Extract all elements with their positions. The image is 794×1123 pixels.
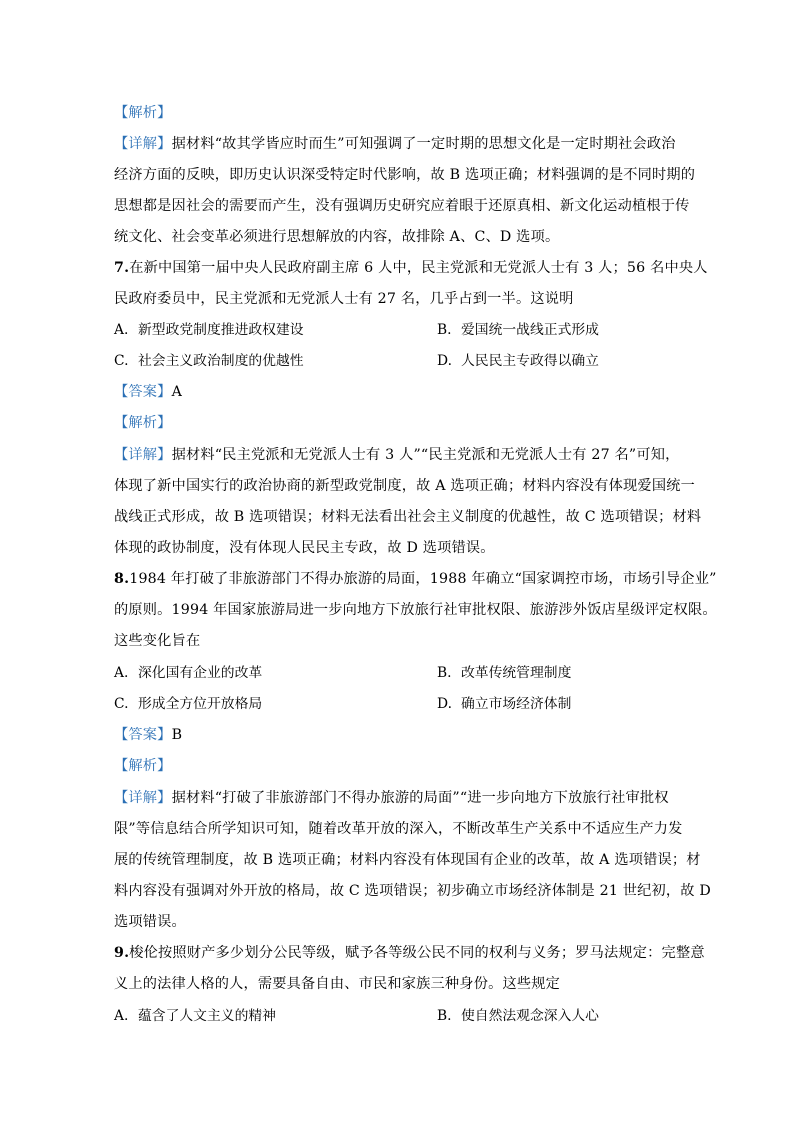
q7-detail-line-2: 体现了新中国实行的政治协商的新型政党制度，故 A 选项正确；材料内容没有体现爱国统一 xyxy=(114,478,695,494)
q8-stem-line-2: 的原则。1994 年国家旅游局进一步向地方下放旅行社审批权限、旅游涉外饭店星级评定权限。 xyxy=(114,602,717,618)
q8-option-a: A. 深化国有企业的改革 xyxy=(114,665,263,681)
q9-number: 9. xyxy=(114,945,130,961)
q7-option-b: B. 爱国统一战线正式形成 xyxy=(437,322,599,338)
q7-stem-line-2: 民政府委员中，民主党派和无党派人士有 27 名，几乎占到一半。这说明 xyxy=(114,291,574,307)
q8-detail-line-4: 料内容没有强调对外开放的格局，故 C 选项错误；初步确立市场经济体制是 21 世纪初，故 D xyxy=(114,883,711,899)
q7-option-d: D. 人民民主专政得以确立 xyxy=(437,353,599,369)
q7-analysis-label: 【解析】 xyxy=(114,415,172,431)
q7-stem-line-1: 7.在新中国第一届中央人民政府副主席 6 人中，民主党派和无党派人士有 3 人；56 名中央人 xyxy=(114,260,708,276)
q9-option-b: B. 使自然法观念深入人心 xyxy=(437,1008,599,1024)
q6-detail-line-2: 经济方面的反映，即历史认识深受特定时代影响，故 B 选项正确；材料强调的是不同时期的 xyxy=(114,167,696,183)
q6-detail-line-1: 【详解】据材料“故其学皆应时而生”可知强调了一定时期的思想文化是一定时期社会政治 xyxy=(114,136,676,152)
q7-detail-label: 【详解】 xyxy=(114,447,172,463)
q8-stem-line-3: 这些变化旨在 xyxy=(114,633,201,649)
q8-analysis-label: 【解析】 xyxy=(114,758,172,774)
q8-detail-label: 【详解】 xyxy=(114,790,172,806)
q8-stem-line-1: 8.1984 年打破了非旅游部门不得办旅游的局面，1988 年确立“国家调控市场，市场引导企业” xyxy=(114,571,717,587)
q7-detail-line-4: 体现的政协制度，没有体现人民民主专政，故 D 选项错误。 xyxy=(114,540,495,556)
q9-stem-line-2: 义上的法律人格的人，需要具备自由、市民和家族三种身份。这些规定 xyxy=(114,976,561,992)
q6-detail-line-3: 思想都是因社会的需要而产生，没有强调历史研究应着眼于还原真相、新文化运动植根于传 xyxy=(114,198,690,214)
q8-detail-line-3: 展的传统管理制度，故 B 选项正确；材料内容没有体现国有企业的改革，故 A 选项错误；材 xyxy=(114,852,701,868)
q6-detail-label: 【详解】 xyxy=(114,136,172,152)
q7-detail-line-3: 战线正式形成，故 B 选项错误；材料无法看出社会主义制度的优越性，故 C 选项错误；材料 xyxy=(114,509,702,525)
q7-number: 7. xyxy=(114,260,130,276)
q7-option-a: A. 新型政党制度推进政权建设 xyxy=(114,322,304,338)
q9-option-a: A. 蕴含了人文主义的精神 xyxy=(114,1008,276,1024)
q7-detail-line-1: 【详解】据材料“民主党派和无党派人士有 3 人”“民主党派和无党派人士有 27 名”可知， xyxy=(114,447,680,463)
q8-option-d: D. 确立市场经济体制 xyxy=(437,696,572,712)
q8-detail-line-5: 选项错误。 xyxy=(114,914,186,930)
q8-detail-line-2: 限”等信息结合所学知识可知，随着改革开放的深入，不断改革生产关系中不适应生产力发 xyxy=(114,821,683,837)
q8-answer: 【答案】B xyxy=(114,727,183,743)
q8-option-b: B. 改革传统管理制度 xyxy=(437,665,572,681)
q7-answer: 【答案】A xyxy=(114,384,183,400)
q6-detail-line-4: 统文化、社会变革必须进行思想解放的内容，故排除 A、C、D 选项。 xyxy=(114,229,560,245)
q9-stem-line-1: 9.梭伦按照财产多少划分公民等级，赋予各等级公民不同的权利与义务；罗马法规定：完整意 xyxy=(114,945,705,961)
q7-option-c: C. 社会主义政治制度的优越性 xyxy=(114,353,304,369)
q8-option-c: C. 形成全方位开放格局 xyxy=(114,696,263,712)
q6-analysis-label: 【解析】 xyxy=(114,105,172,121)
q8-number: 8. xyxy=(114,571,130,587)
q8-detail-line-1: 【详解】据材料“打破了非旅游部门不得办旅游的局面”“进一步向地方下放旅行社审批权 xyxy=(114,790,669,806)
